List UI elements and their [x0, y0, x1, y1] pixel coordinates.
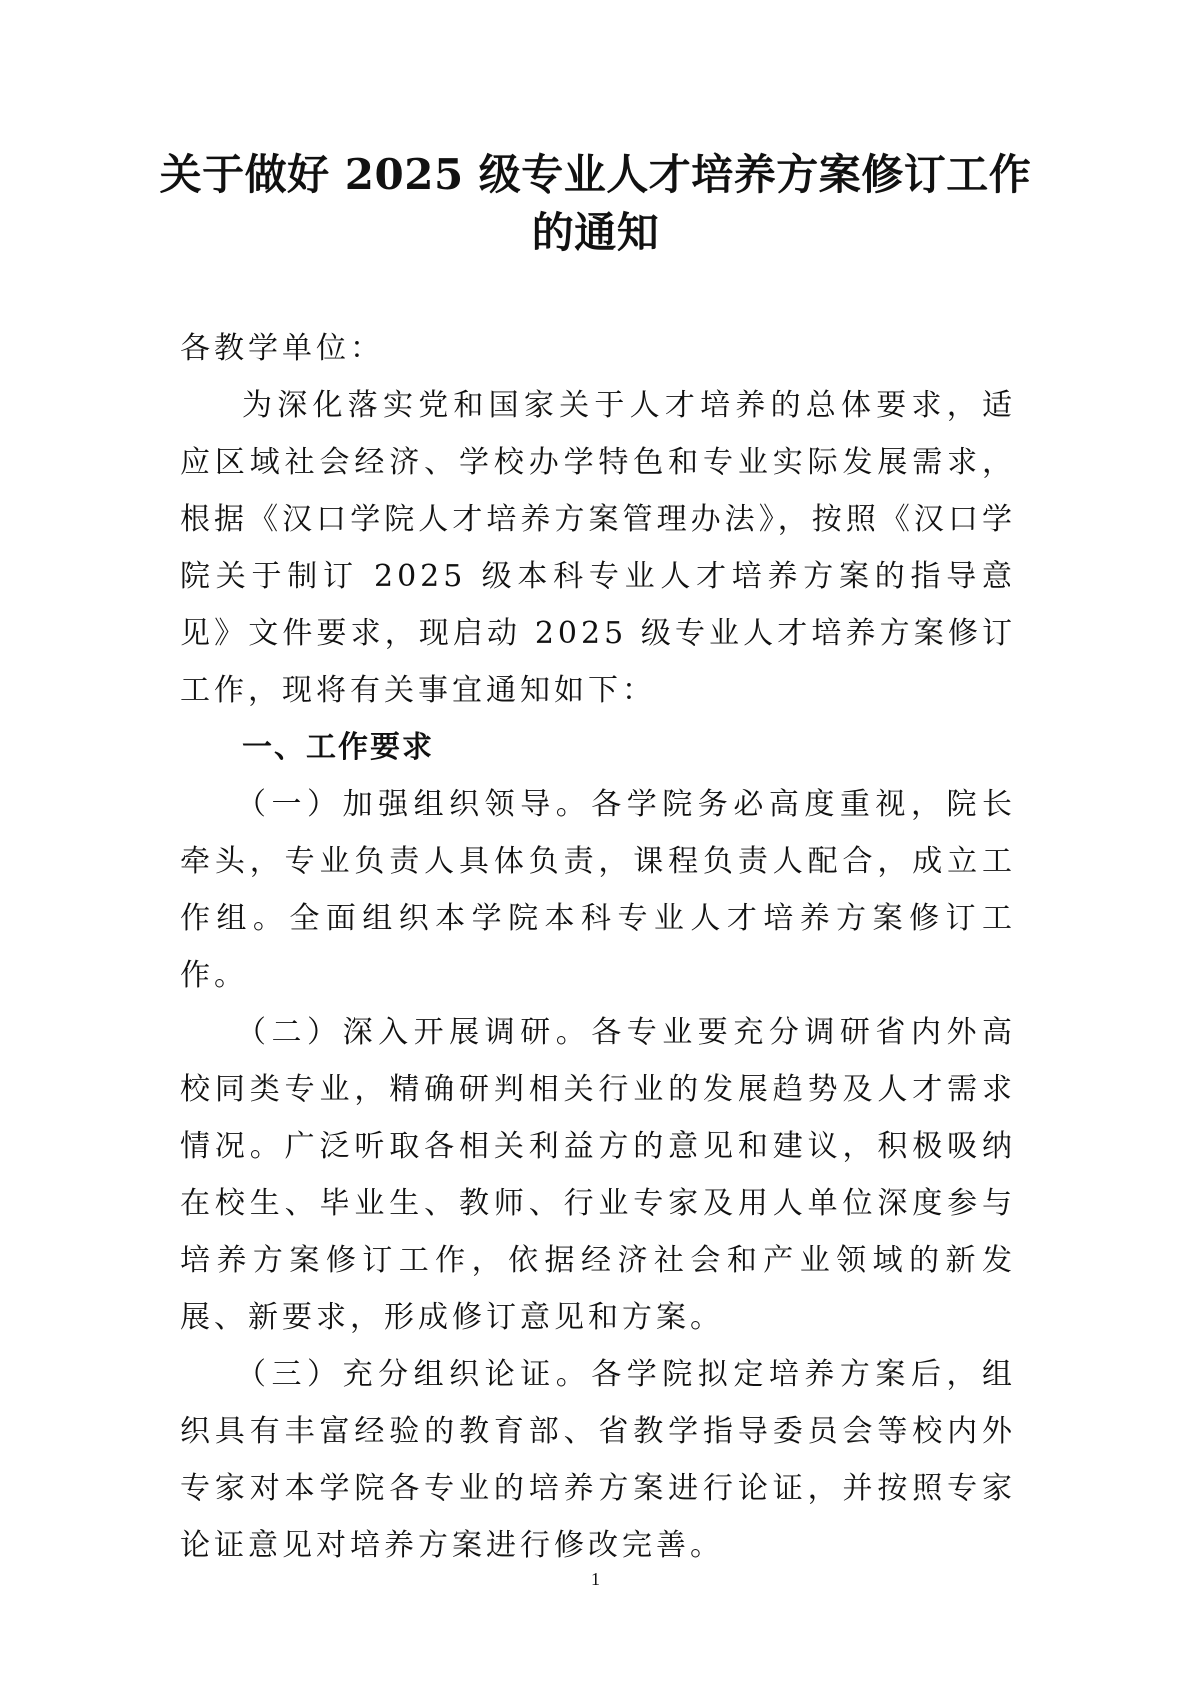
document-body: [180, 320, 1016, 1574]
page-number: 1: [591, 1569, 600, 1589]
section-heading: 一、工作要求: [242, 730, 434, 765]
requirement-item: （二）深入开展调研。各专业要充分调研省内外高校同类专业，精确研判相关行业的发展趋势及人才需求情况。广泛听取各相关利益方的意见和建议，积极吸纳在校生、毕业生、教师、行业专家及用人单位深度参与培养方案修订工作，依据经济社会和产业领域的新发展、新要求，形成修订意见和方案。: [180, 1015, 1016, 1335]
requirement-item: （三）充分组织论证。各学院拟定培养方案后，组织具有丰富经验的教育部、省教学指导委员会等校内外专家对本学院各专业的培养方案进行论证，并按照专家论证意见对培养方案进行修改完善。: [180, 1357, 1016, 1563]
salutation: 各教学单位：: [180, 331, 384, 366]
document-title: 关于做好 2025 级专业人才培养方案修订工作的通知: [159, 150, 1032, 257]
requirement-item: （一）加强组织领导。各学院务必高度重视，院长牵头，专业负责人具体负责，课程负责人配合，成立工作组。全面组织本学院本科专业人才培养方案修订工作。: [180, 787, 1016, 993]
intro-paragraph: 为深化落实党和国家关于人才培养的总体要求，适应区域社会经济、学校办学特色和专业实际发展需求，根据《汉口学院人才培养方案管理办法》，按照《汉口学院关于制订 2025 级本科专业人才培养方案的指导意见》文件要求，现启动 2025 级专业人才培养方案修订工作，现将有关事宜通知如下：: [180, 388, 1016, 708]
